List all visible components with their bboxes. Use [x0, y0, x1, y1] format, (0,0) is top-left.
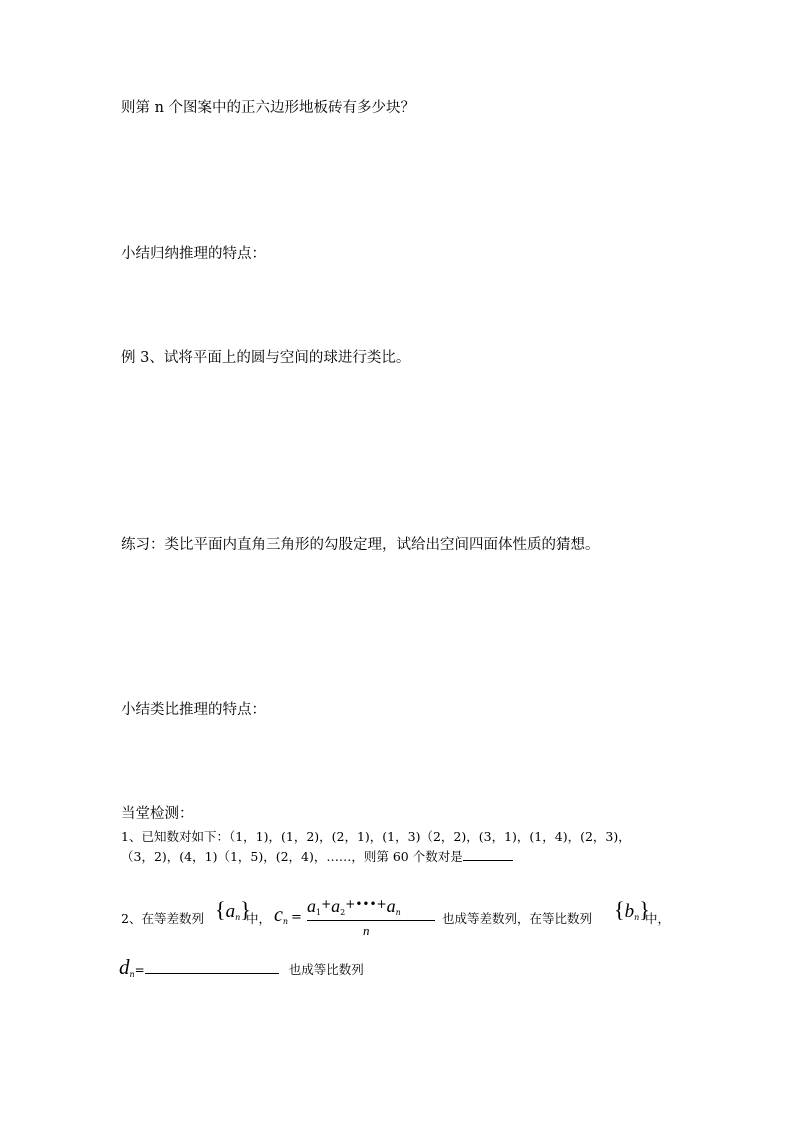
- subscript-1: 1: [316, 908, 322, 917]
- a1-letter: a: [307, 896, 316, 916]
- exercise-text: 练习：类比平面内直角三角形的勾股定理，试给出空间四面体性质的猜想。: [121, 537, 600, 553]
- plus-sign: +: [321, 897, 332, 911]
- plus-sign: +: [376, 897, 387, 911]
- ellipsis-dots: •••: [355, 897, 377, 911]
- mean-fraction: [307, 896, 437, 942]
- subscript-n: n: [282, 917, 289, 926]
- brace-left: {: [215, 897, 226, 922]
- c-letter: c: [274, 904, 283, 926]
- a2-letter: a: [331, 896, 341, 916]
- test-question-1-line2: [121, 848, 513, 866]
- answer-blank-2: [145, 973, 279, 974]
- d-letter: d: [119, 955, 130, 979]
- in-class-test-heading: 当堂检测：: [121, 806, 194, 822]
- test-question-1-text: （3，2)，(4，1)（1，5)，(2，4)，……，则第 60 个数对是: [121, 849, 463, 864]
- fraction-numerator: [307, 896, 401, 917]
- fraction-bar: [307, 920, 435, 921]
- plus-sign: +: [345, 897, 356, 911]
- test-question-2-mid2: 也成等差数列，在等比数列: [442, 911, 593, 926]
- question-text: 则第 n 个图案中的正六边形地板砖有多少块？: [121, 100, 416, 116]
- fraction-denominator: n: [363, 923, 370, 938]
- brace-right: }: [240, 897, 251, 922]
- subscript-n: n: [395, 908, 401, 917]
- subscript-2: 2: [340, 908, 346, 917]
- subscript-n: n: [129, 970, 135, 979]
- summary-analogy-heading: 小结类比推理的特点：: [121, 702, 266, 718]
- summary-induction-heading: 小结归纳推理的特点：: [121, 246, 266, 262]
- example-3-text: 例 3、试将平面上的圆与空间的球进行类比。: [121, 350, 411, 366]
- an-letter: a: [386, 896, 396, 916]
- equals-sign: =: [291, 910, 302, 925]
- test-question-2-mid1: 中，: [246, 911, 272, 926]
- subscript-n: n: [235, 913, 241, 922]
- test-question-2-tail: 也成等比数列: [288, 962, 364, 977]
- subscript-n: n: [634, 913, 640, 922]
- brace-left: {: [614, 897, 625, 922]
- test-question-2-end: 中，: [645, 911, 671, 926]
- equals-sign: =: [134, 963, 145, 977]
- c-n-symbol: [274, 906, 302, 931]
- brace-right: }: [639, 897, 650, 922]
- test-question-2-prefix: 2、在等差数列: [121, 911, 204, 926]
- answer-blank-1: [463, 860, 513, 861]
- test-question-1-line1: 1、已知数对如下：（1，1)，(1，2)，(2，1)，(1，3)（2，2)，(3，1)，(1，4)，(2，3)，: [121, 829, 631, 844]
- a-letter: a: [225, 901, 236, 922]
- d-n-line: [119, 955, 364, 984]
- b-letter: b: [624, 901, 635, 922]
